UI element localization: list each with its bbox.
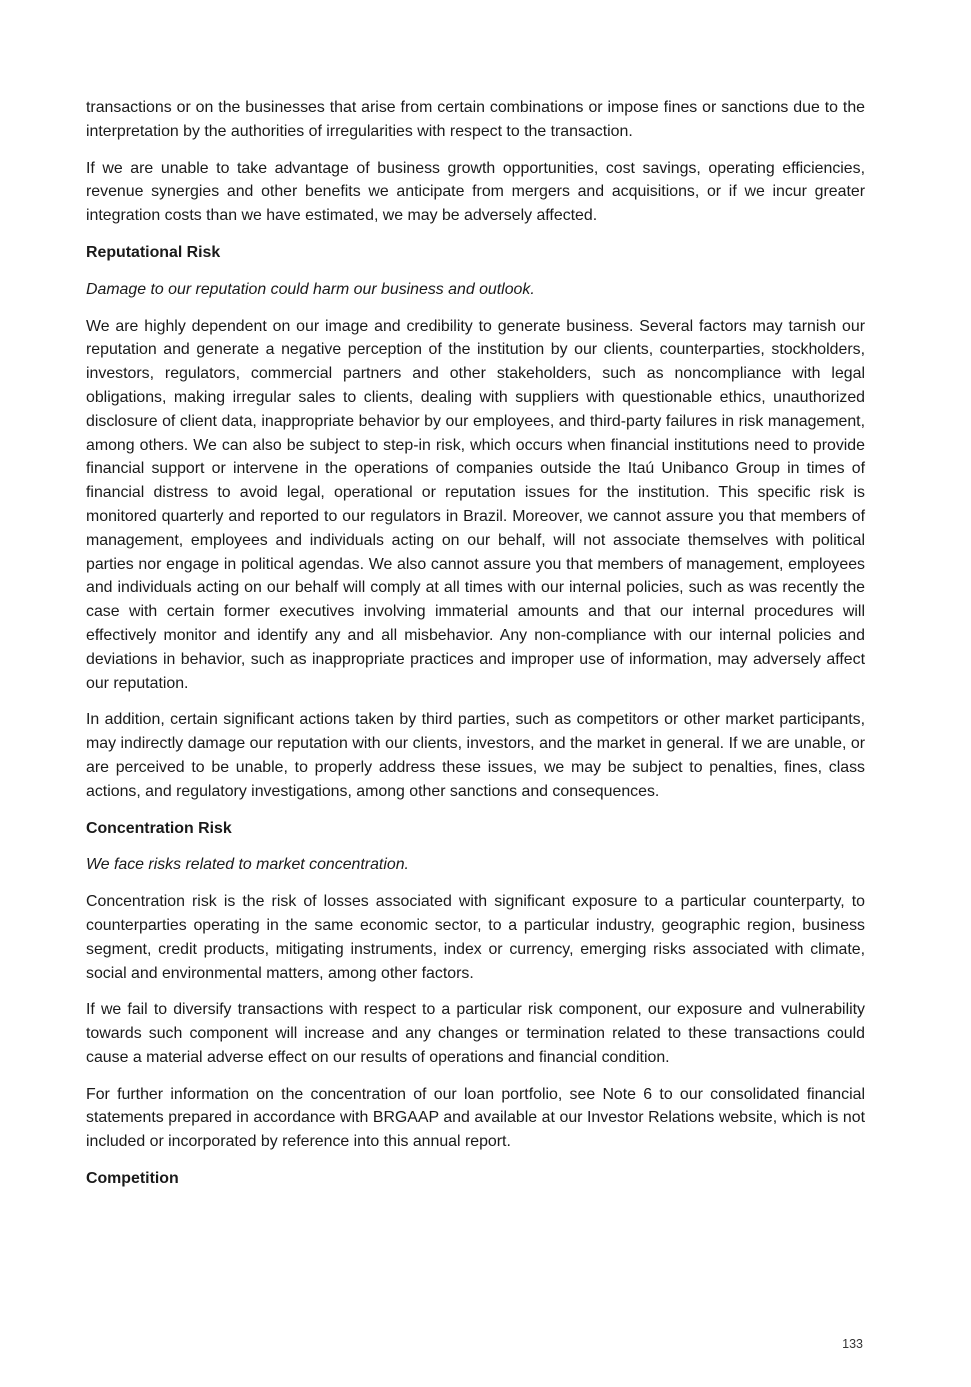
heading-competition: Competition [86,1170,179,1188]
document-page [86,96,865,1204]
paragraph-image-credibility: We are highly dependent on our image and credibility to generate business. Several factors may tarnish our reputation and generate a negative perception of the institution by our clients, counterparties, stockholders, investors, regulators, commercial partners and other stakeholders, such as noncompliance with legal obligations, making irregular sales to clients, dealing with suppliers with questionable ethics, unauthorized disclosure of client data, inappropriate behavior by our employees, and third-party failures in risk management, among others. We can also be subject to step-in risk, which occurs when financial institutions need to provide financial support or intervene in the operations of companies outside the Itaú Unibanco Group in times of financial distress to avoid legal, operational or reputation issues for the institution. This specific risk is monitored quarterly and reported to our regulators in Brazil. Moreover, we cannot assure you that members of management, employees and individuals acting on our behalf, will not associate themselves with political parties nor engage in political agendas. We also cannot assure you that members of management, employees and individuals acting on our behalf will comply at all times with our internal policies, such as was recently the case with certain former executives involving immaterial amounts and that our internal procedures will effectively monitor and identify any and all misbehavior. Any non-compliance with our internal policies and deviations in behavior, such as inappropriate practices and improper use of information, may adversely affect our reputation. [86,317,865,692]
heading-concentration-risk: Concentration Risk [86,819,232,837]
paragraph-third-party-actions: In addition, certain significant actions taken by third parties, such as competitors or other market participants, may indirectly damage our reputation with our clients, investors, and the market in general. If we are unable, or are perceived to be unable, to properly address these issues, we may be subject to penalties, fines, class actions, and regulatory investigations, among other sanctions and consequences. [86,711,865,800]
paragraph-concentration-definition: Concentration risk is the risk of losses associated with significant exposure to a particular counterparty, to counterparties operating in the same economic sector, to a particular industry, geographic region, business segment, credit products, mitigating instruments, index or currency, emerging risks associated with climate, social and environmental matters, among other factors. [86,893,865,982]
heading-reputational-risk: Reputational Risk [86,243,221,261]
paragraph-business-growth: If we are unable to take advantage of business growth opportunities, cost savings, operating efficiencies, revenue synergies and other benefits we anticipate from mergers and acquisitions, or if we incur greater integration costs than we have estimated, we may be adversely affected. [86,159,865,225]
subheading-market-concentration: We face risks related to market concentration. [86,856,409,874]
page-number: 133 [842,1337,863,1351]
subheading-reputation-damage: Damage to our reputation could harm our business and outlook. [86,280,535,298]
paragraph-diversification: If we fail to diversify transactions with respect to a particular risk component, our exposure and vulnerability towards such component will increase and any changes or termination related to these transactions could cause a material adverse effect on our results of operations and financial condition. [86,1001,865,1066]
paragraph-loan-portfolio: For further information on the concentration of our loan portfolio, see Note 6 to our consolidated financial statements prepared in accordance with BRGAAP and available at our Investor Relations website, which is not included or incorporated by reference into this annual report. [86,1085,865,1151]
paragraph-transactions-sanctions: transactions or on the businesses that arise from certain combinations or impose fines or sanctions due to the interpretation by the authorities of irregularities with respect to the transaction. [86,99,865,140]
